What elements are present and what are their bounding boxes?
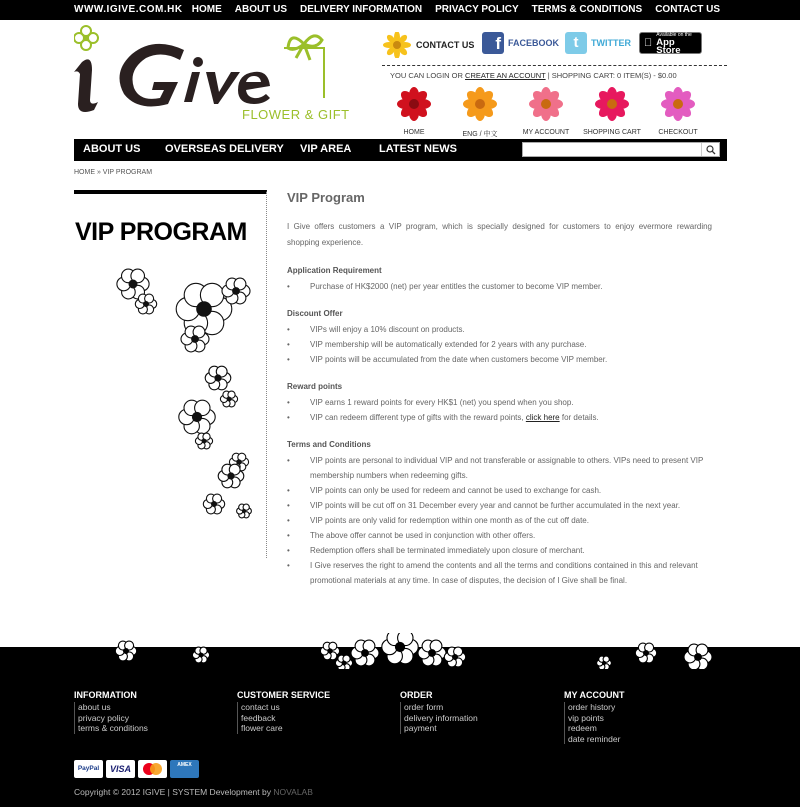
- left-column: [74, 190, 267, 558]
- footer-flowers-icon: [0, 633, 800, 669]
- flower-icon: [594, 109, 630, 126]
- footer-col-order: [400, 690, 478, 734]
- facebook-link[interactable]: [482, 32, 559, 54]
- novalab-link[interactable]: NOVALAB: [273, 787, 313, 797]
- footer-heading: INFORMATION: [74, 690, 137, 700]
- main-nav-about[interactable]: ABOUT US: [83, 143, 141, 155]
- twitter-icon: t: [565, 32, 587, 54]
- footer-link-contact[interactable]: contact us: [241, 702, 280, 712]
- list-item: [287, 395, 712, 410]
- flower-icon: [660, 109, 696, 126]
- list-item-text: Redemption offers shall be terminated immediately upon closure of merchant.: [310, 546, 585, 555]
- section-heading: Terms and Conditions: [287, 440, 371, 449]
- section-heading: Discount Offer: [287, 309, 343, 318]
- igive-logo-icon: [74, 22, 354, 120]
- footer-col-my-account: [564, 690, 625, 744]
- top-nav-privacy[interactable]: PRIVACY POLICY: [435, 4, 519, 15]
- cart-summary[interactable]: | SHOPPING CART: 0 ITEM(S) - $0.00: [547, 71, 677, 80]
- create-account-link[interactable]: CREATE AN ACCOUNT: [465, 71, 546, 80]
- footer-link-vip-points[interactable]: vip points: [568, 712, 604, 723]
- app-store-badge[interactable]: [639, 32, 702, 54]
- footer-heading: MY ACCOUNT: [564, 690, 625, 700]
- list-item-text: VIP points are only valid for redemption within one month as of the cut off date.: [310, 516, 589, 525]
- shortcut-label: SHOPPING CART: [583, 129, 641, 136]
- shortcut-checkout[interactable]: [648, 86, 708, 136]
- app-store-small: Available on the: [648, 36, 684, 42]
- contact-us-label: CONTACT US: [416, 40, 475, 50]
- header-divider: [382, 65, 727, 66]
- login-line: [390, 71, 677, 80]
- footer-link-about[interactable]: about us: [78, 702, 111, 712]
- top-bar: [0, 0, 800, 20]
- footer: [0, 647, 800, 807]
- top-nav-delivery[interactable]: DELIVERY INFORMATION: [300, 4, 423, 15]
- search-button[interactable]: [701, 143, 719, 156]
- list-item: [287, 337, 712, 352]
- footer-link-flower-care[interactable]: flower care: [241, 723, 283, 733]
- shortcut-label: CHECKOUT: [658, 129, 698, 136]
- facebook-label: FACEBOOK: [508, 38, 560, 48]
- shortcut-label: HOME: [403, 129, 425, 136]
- flower-icon: [462, 109, 498, 126]
- footer-link-terms[interactable]: terms & conditions: [78, 723, 148, 733]
- list-item-text: VIP points will be accumulated from the date when customers become VIP member.: [310, 355, 608, 364]
- logo[interactable]: [74, 22, 354, 120]
- visa-icon: VISA: [106, 760, 135, 778]
- list-item: [287, 498, 712, 513]
- shortcut-shopping-cart[interactable]: [582, 86, 642, 136]
- list-item-text: The above offer cannot be used in conjunction with other offers.: [310, 531, 536, 540]
- top-nav-about[interactable]: ABOUT US: [234, 4, 288, 15]
- contact-us-link[interactable]: [382, 32, 474, 58]
- decorative-flowers-icon: [74, 254, 264, 554]
- footer-link-date-reminder[interactable]: date reminder: [568, 733, 621, 744]
- search-icon: [702, 143, 720, 156]
- main-content: [287, 190, 712, 588]
- page-title: VIP PROGRAM: [75, 218, 247, 246]
- shortcut-my-account[interactable]: [516, 86, 576, 136]
- twitter-label: TWITTER: [591, 38, 631, 48]
- list-item: [287, 528, 712, 543]
- copyright: [74, 787, 313, 797]
- content-section: [287, 437, 712, 588]
- facebook-icon: f: [482, 32, 504, 54]
- top-nav-terms[interactable]: TERMS & CONDITIONS: [531, 4, 643, 15]
- footer-col-customer-service: [237, 690, 330, 734]
- list-item: [287, 543, 712, 558]
- shortcut-home[interactable]: [384, 86, 444, 136]
- list-item: [287, 558, 712, 588]
- shortcut-icons: [390, 86, 730, 136]
- login-prefix: YOU CAN LOGIN OR: [390, 71, 463, 80]
- content-intro: I Give offers customers a VIP program, which is specially designed for customers to enjoy evermore rewarding shopping experience.: [287, 222, 712, 247]
- list-item: [287, 410, 712, 425]
- footer-link-order-history[interactable]: order history: [568, 702, 616, 712]
- paypal-icon: PayPal: [74, 760, 103, 778]
- sunflower-icon: [382, 32, 412, 58]
- apple-icon: [644, 37, 652, 49]
- content-section: [287, 263, 712, 294]
- list-item-text: VIP points are personal to individual VIP and not transferable or assignable to others. VIPs need to present VIP membership numbers when redeeming gifts.: [310, 456, 704, 480]
- list-item-text: VIP points can only be used for redeem and cannot be used to exchange for cash.: [310, 486, 602, 495]
- app-store-label: App Store: [648, 41, 694, 52]
- amex-icon: AMEX: [170, 760, 199, 778]
- main-nav: [74, 139, 727, 161]
- list-item-text: VIP earns 1 reward points for every HK$1 (net) you spend when you shop.: [310, 398, 574, 407]
- breadcrumb: HOME » VIP PROGRAM: [74, 169, 153, 176]
- footer-link-redeem[interactable]: redeem: [568, 723, 597, 733]
- shortcut-label: ENG / 中文: [462, 131, 498, 138]
- main-nav-overseas[interactable]: OVERSEAS DELIVERY: [165, 143, 284, 155]
- twitter-link[interactable]: [565, 32, 631, 54]
- top-nav-home[interactable]: HOME: [191, 4, 222, 15]
- search-input[interactable]: [522, 142, 720, 157]
- content-section: [287, 379, 712, 425]
- mastercard-icon: [138, 760, 167, 778]
- list-item: [287, 352, 712, 367]
- flower-icon: [396, 109, 432, 126]
- site-url[interactable]: WWW.IGIVE.COM.HK: [74, 4, 183, 15]
- content-section: [287, 306, 712, 367]
- footer-link-order-form[interactable]: order form: [404, 702, 444, 712]
- click-here-link[interactable]: click here: [525, 413, 560, 422]
- list-item: [287, 453, 712, 483]
- shortcut-language[interactable]: [450, 86, 510, 139]
- main-nav-vip[interactable]: VIP AREA: [300, 143, 352, 155]
- list-item: [287, 483, 712, 498]
- list-item-text: VIP membership will be automatically extended for 2 years with any purchase.: [310, 340, 587, 349]
- section-heading: Reward points: [287, 382, 343, 391]
- footer-heading: ORDER: [400, 690, 433, 700]
- list-item-text: I Give reserves the right to amend the contents and all the terms and conditions contained in this and relevant promotional materials at any time. In case of disputes, the decision of I Give shall be final.: [310, 561, 698, 585]
- top-nav-contact[interactable]: CONTACT US: [655, 4, 720, 15]
- link-suffix: for details.: [559, 413, 599, 422]
- shortcut-label: MY ACCOUNT: [522, 129, 570, 136]
- footer-link-delivery[interactable]: delivery information: [404, 712, 478, 723]
- flower-icon: [528, 109, 564, 126]
- list-item: [287, 322, 712, 337]
- section-heading: Application Requirement: [287, 266, 382, 275]
- list-item-text: Purchase of HK$2000 (net) per year entitles the customer to become VIP member.: [310, 282, 603, 291]
- footer-link-payment[interactable]: payment: [404, 723, 437, 733]
- footer-col-information: [74, 690, 148, 734]
- list-item-text: VIPs will enjoy a 10% discount on products.: [310, 325, 465, 334]
- main-nav-news[interactable]: LATEST NEWS: [379, 143, 458, 155]
- list-item: [287, 279, 712, 294]
- list-item: [287, 513, 712, 528]
- top-nav: [179, 4, 720, 15]
- list-item-text: VIP can redeem different type of gifts with the reward points,: [310, 413, 524, 422]
- footer-heading: CUSTOMER SERVICE: [237, 690, 331, 700]
- copyright-text: Copyright © 2012 IGIVE | SYSTEM Development by: [74, 787, 271, 797]
- footer-link-privacy[interactable]: privacy policy: [78, 712, 130, 723]
- logo-tagline: FLOWER & GIFT: [242, 107, 350, 122]
- social-row: [382, 32, 727, 56]
- content-title: VIP Program: [287, 190, 365, 205]
- footer-link-feedback[interactable]: feedback: [241, 712, 276, 723]
- list-item-text: VIP points will be cut off on 31 December every year and cannot be further accumulated in the next year.: [310, 501, 681, 510]
